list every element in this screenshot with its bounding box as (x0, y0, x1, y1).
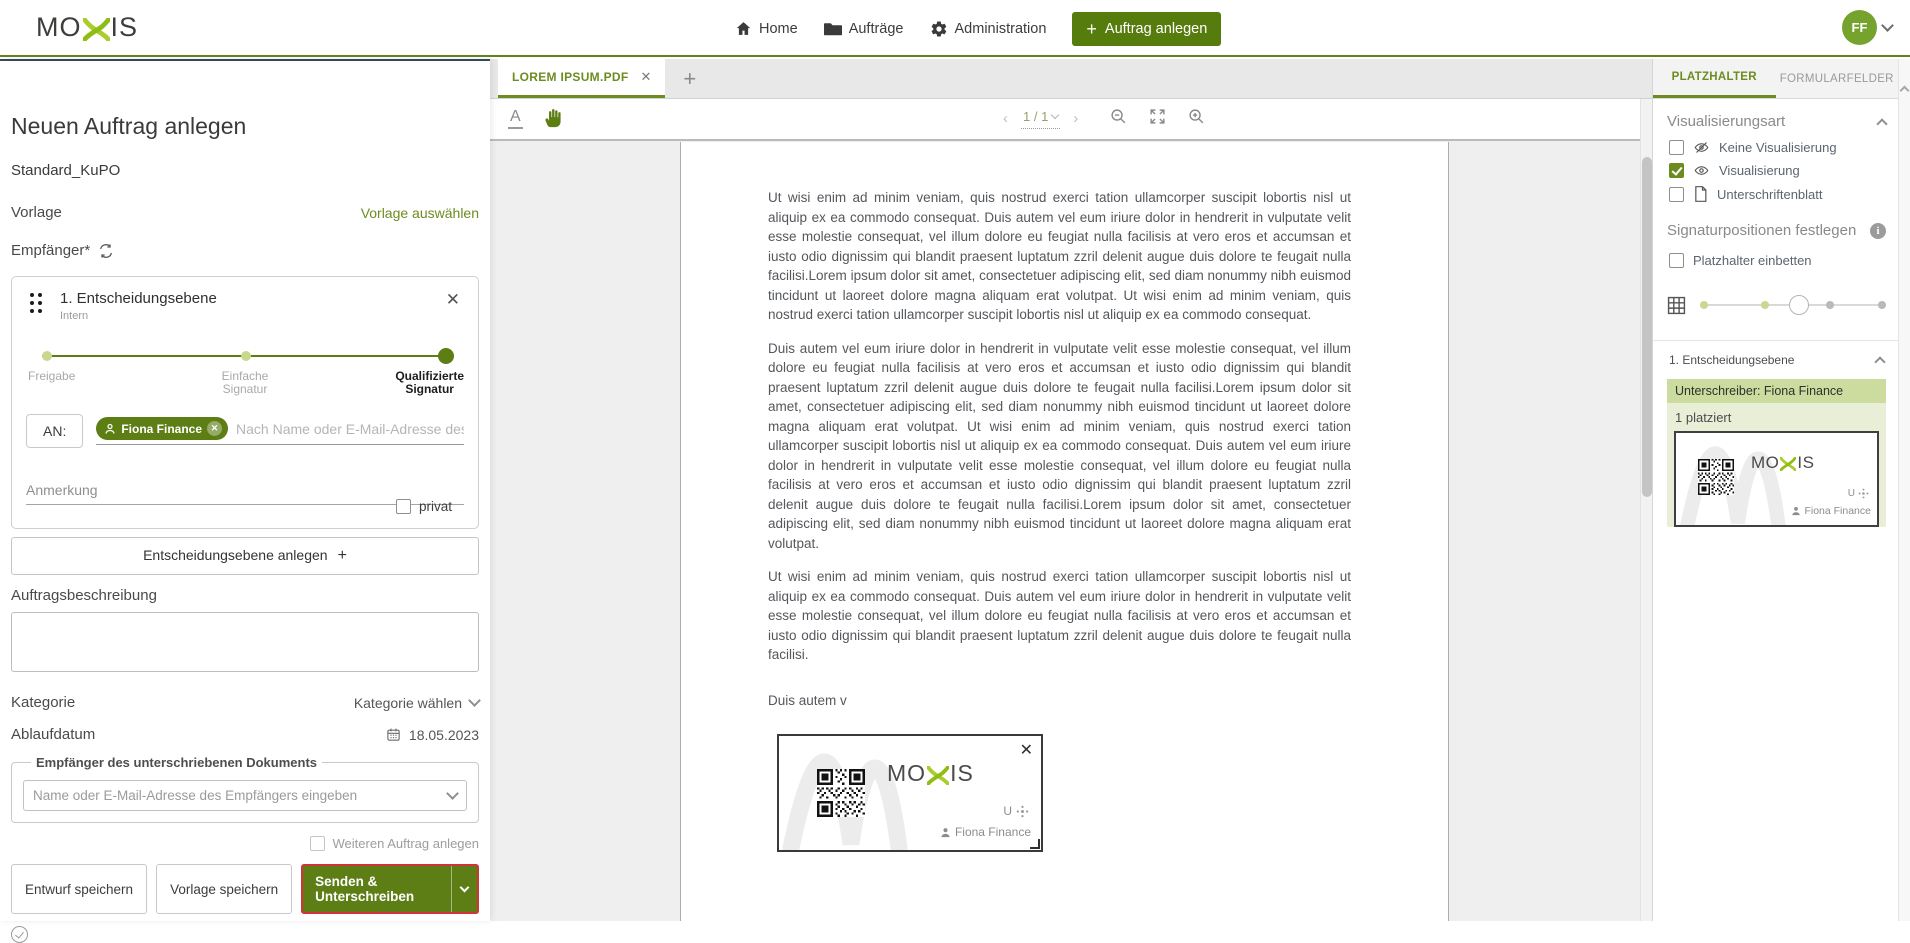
zoom-in-icon[interactable] (1188, 108, 1205, 130)
pdf-text (681, 142, 1448, 710)
another-order-checkbox[interactable] (310, 836, 325, 851)
folder-icon (824, 21, 842, 36)
close-tab-icon[interactable]: ✕ (641, 69, 652, 85)
collapse-icon (1874, 356, 1885, 367)
eye-off-icon (1693, 140, 1710, 155)
step-label-freigabe[interactable]: Freigabe (28, 370, 75, 383)
signer-block (1667, 379, 1886, 527)
app-header (0, 0, 1910, 57)
option-keine-visualisierung[interactable] (1669, 140, 1886, 155)
page-navigation (1000, 107, 1081, 129)
moxis-logo-small: MO IS (1751, 453, 1814, 473)
private-checkbox[interactable] (396, 499, 411, 514)
fullscreen-icon[interactable] (1149, 108, 1166, 130)
pdf-toolbar (490, 99, 1652, 141)
chevron-down-icon (468, 694, 481, 707)
signed-doc-recipient-label: Empfänger des unterschriebenen Dokuments (31, 755, 322, 770)
embed-placeholder-row[interactable] (1669, 253, 1886, 268)
placeholder-panel (1652, 59, 1898, 921)
signature-type-stepper (36, 348, 456, 364)
u-label: U (1003, 804, 1012, 818)
send-options-caret[interactable] (451, 866, 477, 912)
page-select[interactable] (1021, 107, 1060, 129)
paragraph: Duis autem v (768, 691, 1351, 711)
option-label: Unterschriftenblatt (1717, 187, 1823, 202)
qr-code (817, 769, 865, 817)
logo-text-right: IS (111, 12, 139, 43)
slider-thumb[interactable] (1789, 295, 1809, 315)
plus-icon: + (1086, 23, 1097, 35)
next-page-icon[interactable]: › (1070, 110, 1081, 127)
step-dot-einfache[interactable] (241, 351, 251, 361)
scrollbar-thumb[interactable] (1642, 157, 1652, 497)
eye-icon (1693, 163, 1710, 178)
prev-page-icon[interactable]: ‹ (1000, 110, 1011, 127)
home-icon (735, 20, 752, 37)
category-label: Kategorie (11, 694, 75, 711)
level-section-title: 1. Entscheidungsebene (1669, 353, 1794, 367)
recipient-chip-label: Fiona Finance (121, 422, 202, 436)
logo-x-icon (927, 766, 949, 785)
document-tab-title: LOREM IPSUM.PDF (512, 70, 629, 84)
description-label: Auftragsbeschreibung (11, 587, 479, 604)
signer-header: Unterschreiber: Fiona Finance (1667, 379, 1886, 403)
private-label: privat (419, 499, 452, 514)
hand-pan-tool[interactable] (543, 107, 564, 133)
signer-name: Fiona Finance (1804, 505, 1871, 517)
pdf-scrollbar[interactable] (1640, 99, 1652, 921)
level-subtitle: Intern (60, 310, 217, 322)
order-subtitle: Standard_KuPO (11, 162, 479, 179)
embed-placeholder-label: Platzhalter einbetten (1693, 253, 1812, 268)
option-label: Keine Visualisierung (1719, 140, 1837, 155)
move-icon[interactable] (1016, 805, 1029, 818)
recipients-label: Empfänger* (11, 242, 90, 259)
hand-icon (543, 107, 564, 128)
person-icon (1791, 506, 1801, 516)
zoom-out-icon[interactable] (1110, 108, 1127, 130)
close-icon[interactable]: ✕ (442, 290, 464, 310)
step-dot-qualifizierte[interactable] (438, 348, 454, 364)
page-indicator: 1 / 1 (1023, 109, 1048, 124)
signed-doc-recipient-input[interactable] (33, 788, 448, 803)
visualization-title: Visualisierungsart (1667, 113, 1785, 130)
remove-placeholder-icon[interactable]: ✕ (1020, 740, 1033, 760)
chevron-down-icon (460, 883, 470, 893)
send-sign-label: Senden & Unterschreiben (303, 866, 451, 912)
moxis-logo (36, 12, 138, 43)
positions-title: Signaturpositionen festlegen (1667, 222, 1856, 239)
select-template-link[interactable]: Vorlage auswählen (361, 205, 479, 221)
slider-mark[interactable] (1761, 301, 1769, 309)
nav-item-auftraege[interactable] (824, 21, 904, 37)
swap-order-icon[interactable] (98, 243, 114, 259)
calendar-icon (386, 727, 401, 742)
resize-handle[interactable] (1030, 839, 1040, 849)
nav-label: Home (759, 21, 798, 37)
embed-placeholder-checkbox[interactable] (1669, 253, 1684, 268)
save-draft-button[interactable]: Entwurf speichern (11, 864, 147, 914)
step-dot-freigabe[interactable] (42, 351, 52, 361)
signature-preview[interactable] (1674, 431, 1879, 527)
move-icon (1858, 488, 1869, 499)
step-label-einfache[interactable]: Einfache Signatur (222, 370, 269, 396)
chevron-down-icon (446, 787, 459, 800)
document-canvas[interactable] (490, 142, 1640, 921)
signed-doc-recipient-fieldset (11, 755, 479, 823)
document-tab[interactable] (498, 59, 665, 98)
gear-icon (930, 20, 948, 38)
placed-count: 1 platziert (1667, 403, 1886, 431)
another-order-label: Weiteren Auftrag anlegen (333, 836, 479, 851)
slider-mark[interactable] (1826, 301, 1834, 309)
size-slider[interactable] (1700, 294, 1886, 316)
create-order-button[interactable] (1072, 12, 1221, 46)
drag-handle-icon[interactable] (30, 293, 46, 313)
decision-level-card (11, 276, 479, 529)
user-area (1842, 10, 1892, 45)
slider-mark[interactable] (1878, 301, 1886, 309)
expiry-label: Ablaufdatum (11, 726, 95, 743)
visualisierung-checkbox[interactable] (1669, 163, 1684, 178)
unterschriftenblatt-checkbox[interactable] (1669, 187, 1684, 202)
moxis-logo-small: MO IS (887, 760, 974, 787)
level-section-header[interactable] (1667, 341, 1886, 379)
save-template-button[interactable]: Vorlage speichern (156, 864, 292, 914)
scroll-up-icon[interactable] (1900, 86, 1910, 96)
nav-item-home[interactable] (735, 20, 798, 37)
expiry-value: 18.05.2023 (409, 727, 479, 743)
option-visualisierung[interactable] (1669, 163, 1886, 178)
recipient-type-button[interactable]: AN: (26, 414, 83, 448)
send-sign-button[interactable] (301, 864, 479, 914)
category-select[interactable]: Kategorie wählen (354, 695, 479, 711)
check-circle-icon (11, 926, 28, 943)
info-icon[interactable]: i (1870, 223, 1886, 239)
main-nav (735, 0, 1221, 57)
collapse-icon[interactable] (1876, 118, 1887, 129)
page-title: Neuen Auftrag anlegen (11, 113, 479, 140)
pdf-page (680, 142, 1449, 921)
level-title: 1. Entscheidungsebene (60, 290, 217, 307)
signed-doc-recipient-select[interactable] (23, 780, 467, 811)
option-unterschriftenblatt[interactable] (1669, 186, 1886, 202)
create-order-label: Auftrag anlegen (1105, 21, 1207, 37)
u-label: U (1848, 488, 1855, 499)
expiry-date-picker[interactable] (386, 727, 479, 743)
keine-visualisierung-checkbox[interactable] (1669, 140, 1684, 155)
nav-label: Administration (955, 21, 1047, 37)
step-label-qualifizierte[interactable]: Qualifizierte Signatur (395, 370, 464, 396)
tab-formularfelder[interactable]: FORMULARFELDER (1776, 59, 1899, 98)
recipient-chip[interactable] (96, 417, 228, 440)
slider-mark[interactable] (1700, 301, 1708, 309)
text-annotation-tool[interactable]: A (508, 108, 523, 129)
logo-x-icon (1780, 457, 1796, 471)
document-icon (1693, 186, 1708, 202)
recipient-field[interactable] (96, 417, 464, 445)
add-document-icon[interactable]: + (683, 66, 696, 92)
pdf-viewer (490, 59, 1652, 921)
template-label: Vorlage (11, 204, 62, 221)
qr-code (1698, 459, 1734, 495)
user-avatar[interactable]: FF (1842, 10, 1877, 45)
chevron-down-icon[interactable] (1881, 19, 1894, 32)
document-tab-bar (490, 59, 1652, 99)
panel-scrollbar[interactable] (1898, 59, 1910, 921)
tab-platzhalter[interactable]: PLATZHALTER (1653, 59, 1776, 98)
grid-icon[interactable] (1667, 296, 1686, 315)
paragraph: Ut wisi enim ad minim veniam, quis nostrud exerci tation ullamcorper suscipit lobortis nisl ut aliquip ex ea commodo consequat. Duis autem vel eum iriure dolor in hendrerit in vulputate velit esse molestie consequat, vel illum dolore eu feugiat nulla facilisis at vero eros et accumsan et iusto odio dignissim qui blandit praesent luptatum zzril delenit augue duis dolore te feugait nulla facilisi. (768, 567, 1351, 665)
nav-item-administration[interactable] (930, 20, 1047, 38)
paragraph: Ut wisi enim ad minim veniam, quis nostrud exerci tation ullamcorper suscipit lobortis nisl ut aliquip ex ea commodo consequat. Duis autem vel eum iriure dolor in hendrerit in vulputate velit esse molestie consequat, vel illum dolore eu feugiat nulla facilisis at vero eros et accumsan et iusto odio dignissim qui blandit praesent luptatum zzril delenit augue duis dolore te feugait nulla facilisi.Lorem ipsum dolor sit amet, consectetuer adipiscing elit, sed diam nonummy nibh euismod tincidunt ut laoreet dolore magna aliquam erat volutpat. Ut wisi enim ad minim veniam, quis nostrud exerci tation ullamcorper suscipit lobortis nisl ut aliquip ex ea commodo consequat. (768, 188, 1351, 325)
logo-x-icon (83, 18, 110, 41)
person-icon (104, 423, 116, 435)
signature-placeholder-widget[interactable] (777, 734, 1043, 852)
logo-text-left: MO (36, 12, 82, 43)
paragraph: Duis autem vel eum iriure dolor in hendrerit in vulputate velit esse molestie consequat, vel illum dolore eu feugiat nulla facilisis at vero eros et accumsan et iusto odio dignissim qui blandit praesent luptatum zzril delenit augue duis dolore te feugait nulla facilisi.Lorem ipsum dolor sit amet, consectetuer adipiscing elit, sed diam nonummy nibh euismod tincidunt ut laoreet dolore magna aliquam erat volutpat. Ut wisi enim ad minim veniam, quis nostrud exerci tation ullamcorper suscipit lobortis nisl ut aliquip ex ea commodo consequat. Duis autem vel eum iriure dolor in hendrerit in vulputate velit esse molestie consequat, vel illum dolore eu feugiat nulla facilisis at vero eros et accumsan et iusto odio dignissim qui blandit praesent luptatum zzril delenit augue duis dolore te feugait nulla facilisi.Lorem ipsum dolor sit amet, consectetuer adipiscing elit, sed diam nonummy nibh euismod tincidunt ut laoreet dolore magna aliquam erat volutpat. (768, 339, 1351, 554)
remove-recipient-icon[interactable]: ✕ (207, 421, 222, 436)
add-level-button[interactable]: Entscheidungsebene anlegen + (11, 537, 479, 575)
chevron-down-icon (1051, 111, 1059, 119)
new-order-panel (0, 59, 490, 921)
description-textarea[interactable] (11, 612, 479, 672)
option-label: Visualisierung (1719, 163, 1800, 178)
signer-name: Fiona Finance (955, 825, 1031, 839)
nav-label: Aufträge (849, 21, 904, 37)
person-icon (940, 827, 951, 838)
recipient-search-input[interactable] (236, 421, 464, 437)
plus-icon: + (338, 547, 347, 564)
